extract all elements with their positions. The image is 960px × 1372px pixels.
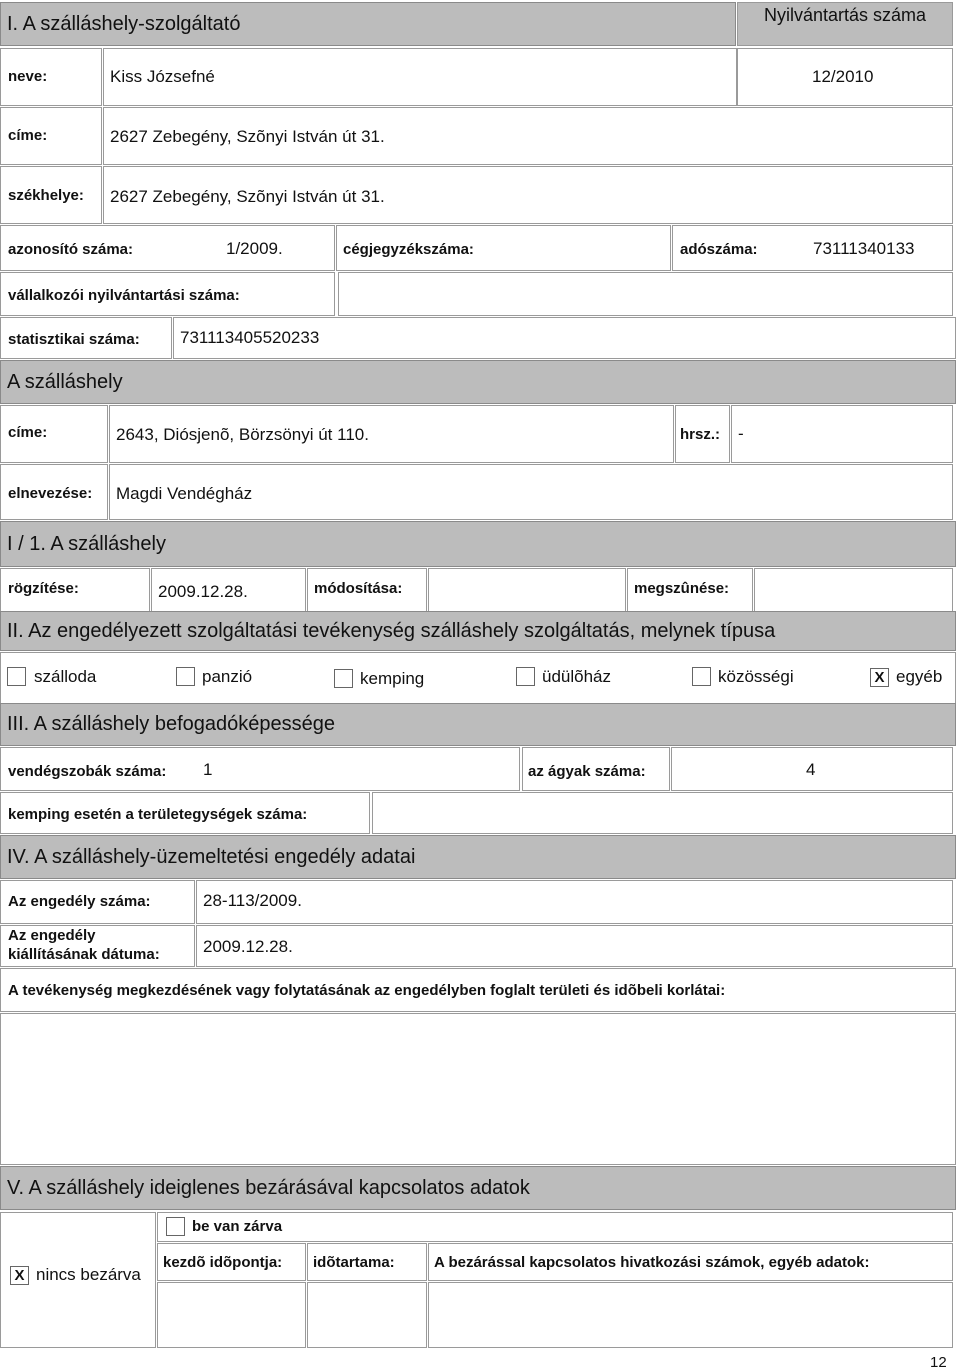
provider-address-label: címe:	[8, 127, 48, 144]
issue-value: 2009.12.28.	[203, 937, 293, 956]
section-5-header	[0, 1166, 956, 1210]
provider-name-label: neve:	[8, 68, 48, 85]
entrepreneur-label: vállalkozói nyilvántartási száma:	[8, 287, 240, 304]
type-holiday-house-checkbox[interactable]	[516, 667, 535, 686]
type-guesthouse-checkbox[interactable]	[176, 667, 195, 686]
acc-lot-value: -	[738, 424, 744, 443]
type-community-label: közösségi	[718, 667, 794, 686]
provider-seat-value: 2627 Zebegény, Szõnyi István út 31.	[110, 187, 385, 206]
start-label: kezdõ idõpontja:	[163, 1254, 283, 1271]
duration-label: idõtartama:	[313, 1254, 395, 1271]
permit-no-label: Az engedély száma:	[8, 893, 151, 910]
camping-value-cell	[372, 792, 953, 834]
section-4-header	[0, 835, 956, 879]
acc-name-value: Magdi Vendégház	[116, 484, 253, 503]
type-hotel-checkbox[interactable]	[7, 667, 26, 686]
acc-lot-value-cell	[731, 405, 953, 463]
issue-value-cell	[196, 925, 953, 967]
issue-label-line-2: kiállításának dátuma:	[8, 946, 160, 963]
closed-label: be van zárva	[192, 1218, 283, 1235]
limits-label: A tevékenység megkezdésének vagy folytatásának az engedélyben foglalt területi és idõbeli korlátai:	[8, 982, 726, 999]
type-holiday-house-label: üdülõház	[542, 667, 612, 686]
acc-address-label: címe:	[8, 424, 48, 441]
permit-no-value-cell	[196, 880, 953, 924]
issue-label-line-1: Az engedély	[8, 927, 96, 944]
tax-value: 73111340133	[813, 239, 915, 258]
ended-label: megszûnése:	[634, 580, 730, 597]
type-camping-checkbox[interactable]	[334, 669, 353, 688]
section-1-1-header	[0, 521, 956, 567]
recorded-value: 2009.12.28.	[158, 582, 248, 601]
accommodation-header	[0, 360, 956, 404]
stat-label: statisztikai száma:	[8, 331, 140, 348]
refs-label: A bezárással kapcsolatos hivatkozási számok, egyéb adatok:	[434, 1254, 870, 1271]
acc-name-label: elnevezése:	[8, 485, 93, 502]
entrepreneur-value-cell	[338, 272, 953, 316]
type-other-label: egyéb	[896, 667, 943, 686]
type-other-checkbox[interactable]: X	[870, 668, 889, 687]
id-value: 1/2009.	[226, 239, 283, 258]
beds-label: az ágyak száma:	[528, 763, 646, 780]
section-1-header	[0, 2, 736, 46]
provider-name-value: Kiss Józsefné	[110, 67, 215, 86]
id-label: azonosító száma:	[8, 241, 134, 258]
section-3-header	[0, 703, 956, 746]
section-2-header	[0, 611, 956, 651]
duration-value-cell	[307, 1282, 427, 1348]
stat-value: 731113405520233	[180, 328, 320, 347]
rooms-label: vendégszobák száma:	[8, 763, 167, 780]
ended-value-cell	[754, 568, 953, 612]
limits-value-area	[0, 1013, 956, 1165]
beds-value: 4	[806, 760, 816, 779]
section-5-title: V. A szálláshely ideiglenes bezárásával kapcsolatos adatok	[7, 1176, 530, 1199]
permit-no-value: 28-113/2009.	[203, 891, 302, 910]
page-number: 12	[930, 1354, 947, 1371]
type-guesthouse-label: panzió	[202, 667, 253, 686]
closed-checkbox[interactable]	[166, 1217, 185, 1236]
acc-lot-label: hrsz.:	[680, 426, 721, 443]
provider-address-value: 2627 Zebegény, Szõnyi István út 31.	[110, 127, 385, 146]
camping-label: kemping esetén a területegységek száma:	[8, 806, 308, 823]
refs-value-cell	[428, 1282, 953, 1348]
section-1-1-title: I / 1. A szálláshely	[7, 532, 166, 555]
tax-label: adószáma:	[680, 241, 758, 258]
type-camping-label: kemping	[360, 669, 425, 688]
modified-label: módosítása:	[314, 580, 403, 597]
section-4-title: IV. A szálláshely-üzemeltetési engedély adatai	[7, 845, 416, 868]
not-closed-label: nincs bezárva	[36, 1265, 141, 1284]
recorded-label: rögzítése:	[8, 580, 79, 597]
registration-header: Nyilvántartás száma	[763, 5, 927, 25]
section-2-title: II. Az engedélyezett szolgáltatási tevékenység szálláshely szolgáltatás, melynek típusa	[7, 619, 776, 642]
not-closed-checkbox[interactable]: X	[10, 1266, 29, 1285]
type-community-checkbox[interactable]	[692, 667, 711, 686]
provider-seat-label: székhelye:	[8, 187, 84, 204]
rooms-value: 1	[203, 760, 213, 779]
company-reg-label: cégjegyzékszáma:	[343, 241, 474, 258]
section-1-title: I. A szálláshely-szolgáltató	[7, 12, 241, 35]
type-hotel-label: szálloda	[34, 667, 97, 686]
registration-number-value: 12/2010	[812, 67, 874, 86]
section-3-title: III. A szálláshely befogadóképessége	[7, 713, 336, 735]
acc-address-value: 2643, Diósjenõ, Börzsönyi út 110.	[116, 425, 369, 444]
accommodation-title: A szálláshely	[7, 370, 123, 393]
start-value-cell	[157, 1282, 306, 1348]
modified-value-cell	[428, 568, 626, 612]
types-row	[0, 652, 956, 704]
